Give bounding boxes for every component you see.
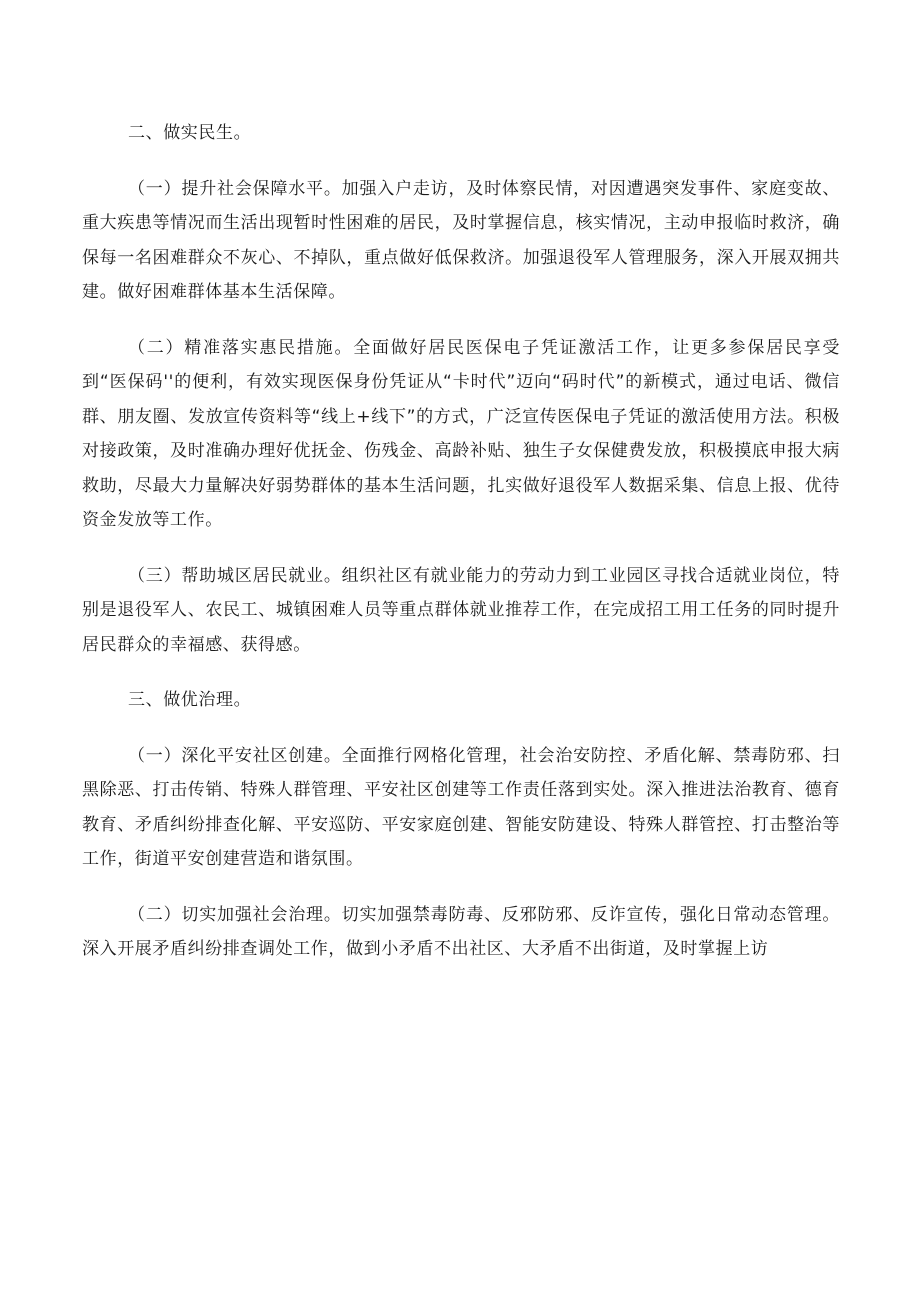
paragraph-social-governance: （二）切实加强社会治理。切实加强禁毒防毒、反邪防邪、反诈宣传，强化日常动态管理。深入开展矛盾纠纷排查调处工作，做到小矛盾不出社区、大矛盾不出街道，及时掌握上访 — [82, 904, 840, 959]
spacer — [82, 877, 840, 898]
spacer — [82, 662, 840, 683]
section-heading-governance: 三、做优治理。 — [128, 690, 252, 710]
paragraph-safe-community: （一）深化平安社区创建。全面推行网格化管理，社会治安防控、矛盾化解、禁毒防邪、扫黑除恶、打击传销、特殊人群管理、平安社区创建等工作责任落到实处。深入推进法治教育、德育教育、矛盾纠纷排查化解、平安巡防、平安家庭创建、智能安防建设、特殊人群管控、打击整治等工作，街道平安创建营造和谐氛围。 — [82, 745, 840, 869]
spacer — [82, 538, 840, 559]
paragraph-social-security: （一）提升社会保障水平。加强入户走访，及时体察民情，对因遭遇突发事件、家庭变故、重大疾患等情况而生活出现暂时性困难的居民，及时掌握信息，核实情况，主动申报临时救济，确保每一名困难群众不灰心、不掉队，重点做好低保救济。加强退役军人管理服务，深入开展双拥共建。做好困难群体基本生活保障。 — [82, 178, 840, 302]
spacer — [82, 151, 840, 172]
paragraph-employment: （三）帮助城区居民就业。组织社区有就业能力的劳动力到工业园区寻找合适就业岗位，特别是退役军人、农民工、城镇困难人员等重点群体就业推荐工作，在完成招工用工任务的同时提升居民群众的幸福感、获得感。 — [82, 565, 840, 655]
section-heading-livelihood: 二、做实民生。 — [128, 123, 252, 143]
spacer — [82, 310, 840, 331]
document-body — [82, 116, 840, 967]
spacer — [82, 718, 840, 739]
paragraph-benefit-measures: （二）精准落实惠民措施。全面做好居民医保电子凭证激活工作，让更多参保居民享受到“医保码''的便利，有效实现医保身份凭证从“卡时代”迈向“码时代”的新模式，通过电话、微信群、朋友圈、发放宣传资料等“线上+线下”的方式，广泛宣传医保电子凭证的激活使用方法。积极对接政策，及时准确办理好优抚金、伤残金、高龄补贴、独生子女保健费发放，积极摸底申报大病救助，尽最大力量解决好弱势群体的基本生活问题，扎实做好退役军人数据采集、信息上报、优待资金发放等工作。 — [82, 337, 840, 530]
